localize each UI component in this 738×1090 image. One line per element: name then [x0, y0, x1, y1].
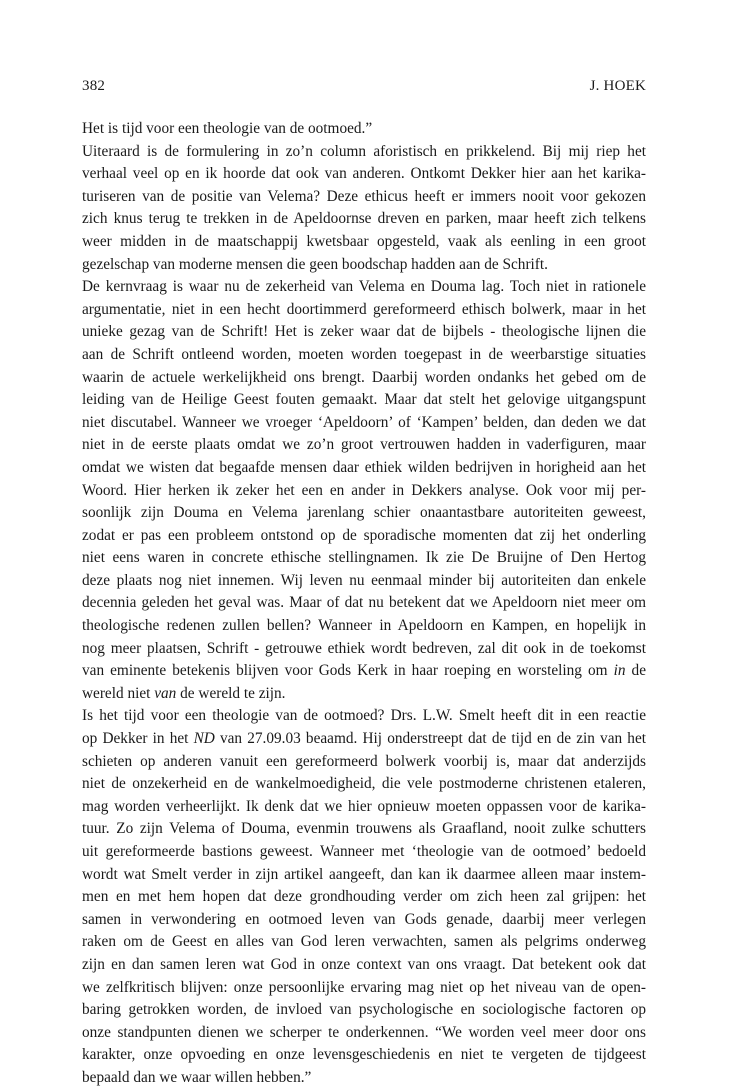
body-text — [82, 118, 646, 1090]
text-line: van eminente betekenis blijven voor Gods Kerk in haar roeping en worsteling om in de — [82, 662, 646, 680]
text-line: karakter, onze opvoeding en onze levensgeschiedenis en niet te vergeten de tijdgeest — [82, 1046, 646, 1064]
text-line: niet in de eerste plaats omdat we zo’n groot vertrouwen hadden in vaderfiguren, maar — [82, 436, 646, 454]
author-name: J. HOEK — [589, 78, 646, 94]
text-line: tuur. Zo zijn Velema of Douma, evenmin trouwens als Graafland, nooit zulke schutters — [82, 820, 646, 838]
text-line: niet de onzekerheid en de wankelmoedigheid, die vele postmoderne christenen etaleren, — [82, 775, 646, 793]
text-line: wereld niet van de wereld te zijn. — [82, 684, 286, 702]
text-line: schieten op anderen vanuit een gereformeerd bolwerk voorbij is, maar dat anderzijds — [82, 752, 646, 770]
text-line: gezelschap van moderne mensen die geen boodschap hadden aan de Schrift. — [82, 255, 548, 273]
text-line: verhaal veel op en ik hoorde dat ook van anderen. Ontkomt Dekker hier aan het karika- — [82, 165, 646, 183]
text-line: niet discutabel. Wanneer we vroeger ‘Apeldoorn’ of ‘Kampen’ belden, dan deden we dat — [82, 413, 646, 431]
text-line: decennia geleden het geval was. Maar of dat nu betekent dat we Apeldoorn niet meer om — [82, 594, 646, 612]
text-line: uit gereformeerde bastions geweest. Wanneer met ‘theologie van de ootmoed’ bedoeld — [82, 843, 646, 860]
text-line: nog meer plaatsen, Schrift - getrouwe ethiek wordt bedreven, zal dit ook in de toekomst — [82, 639, 646, 657]
text-line: mag worden verheerlijkt. Ik denk dat we hier opnieuw moeten oppassen voor de karika- — [82, 797, 646, 815]
text-line: aan de Schrift ontleend worden, moeten worden toegepast in de weerbarstige situaties — [82, 345, 646, 363]
text-line: unieke gezag van de Schrift! Het is zeker waar dat de bijbels - theologische lijnen die — [82, 323, 646, 341]
italic-text: ND — [193, 730, 215, 748]
text-line: theologische redenen zullen bellen? Wanneer in Apeldoorn en Kampen, en hopelijk in — [82, 617, 646, 635]
text-line: waarin de actuele werkelijkheid ons brengt. Daarbij worden ondanks het gebed om de — [82, 368, 646, 386]
text-line: De kernvraag is waar nu de zekerheid van Velema en Douma lag. Toch niet in rationele — [82, 278, 646, 296]
text-line: Woord. Hier herken ik zeker het een en ander in Dekkers analyse. Ook voor mij per- — [82, 481, 646, 499]
paragraph — [82, 276, 646, 705]
text-line: Het is tijd voor een theologie van de ootmoed.” — [82, 120, 373, 137]
page-number: 382 — [82, 78, 106, 94]
text-line: argumentatie, niet in een hecht doortimmerd gereformeerd ethisch bolwerk, maar in het — [82, 300, 646, 318]
text-line: weer midden in de maatschappij kwetsbaar opgesteld, vaak als eenling in een groot — [82, 232, 646, 250]
italic-text: van — [154, 684, 177, 702]
text-line: baring getrokken worden, de invloed van psychologische en sociologische factoren op — [82, 1001, 646, 1019]
paragraph — [82, 705, 646, 1089]
text-line: raken om de Geest en alles van God leren verwachten, samen als pelgrims onderweg — [82, 933, 646, 951]
text-line: bepaald dan we waar willen hebben.” — [82, 1068, 312, 1086]
text-line: Uiteraard is de formulering in zo’n column aforistisch en prikkelend. Bij mij riep het — [82, 142, 646, 160]
text-line: Is het tijd voor een theologie van de ootmoed? Drs. L.W. Smelt heeft dit in een reactie — [82, 707, 646, 725]
paragraph — [82, 141, 646, 277]
text-line: op Dekker in het ND van 27.09.03 beaamd. Hij onderstreept dat de tijd en de zin van het — [82, 730, 646, 748]
text-line: zich knus terug te trekken in de Apeldoornse dreven en parken, maar heeft zich telkens — [82, 210, 646, 228]
text-line: niet eens waren in concrete ethische stellingnamen. Ik zie De Bruijne of Den Hertog — [82, 549, 646, 567]
paragraph — [82, 118, 646, 141]
text-line: zodat er pas een probleem ontstond op de sporadische momenten dat zij het onderling — [82, 526, 646, 544]
text-line: onze standpunten dienen we scherper te onderkennen. “We worden veel meer door ons — [82, 1023, 646, 1041]
running-head — [82, 78, 646, 95]
text-line: zijn en dan samen leren wat God in onze context van ons vraagt. Dat betekent ook dat — [82, 955, 646, 973]
text-line: turiseren van de positie van Velema? Deze ethicus heeft er immers nooit voor gekozen — [82, 187, 646, 205]
italic-text: in — [613, 662, 626, 680]
text-line: soonlijk zijn Douma en Velema jarenlang schier onaantastbare autoriteiten geweest, — [82, 504, 646, 522]
text-line: leiding van de Heilige Geest fouten gemaakt. Maar dat stelt het gelovige uitgangspunt — [82, 391, 646, 409]
text-line: wordt wat Smelt verder in zijn artikel aangeeft, dan kan ik daarmee alleen maar instem- — [82, 865, 646, 883]
text-line: samen in verwondering en ootmoed leven van Gods genade, daarbij meer verlegen — [82, 910, 646, 928]
text-line: we zelfkritisch blijven: onze persoonlijke ervaring mag niet op het niveau van de open- — [82, 978, 646, 996]
text-line: men en met hem hopen dat deze grondhouding verder om zich heen zal grijpen: het — [82, 888, 646, 906]
text-line: deze plaats nog niet innemen. Wij leven nu eenmaal minder bij autoriteiten dan enkele — [82, 571, 646, 589]
text-line: omdat we wisten dat begaafde mensen daar ethiek wilden bedrijven in horigheid aan het — [82, 458, 646, 476]
